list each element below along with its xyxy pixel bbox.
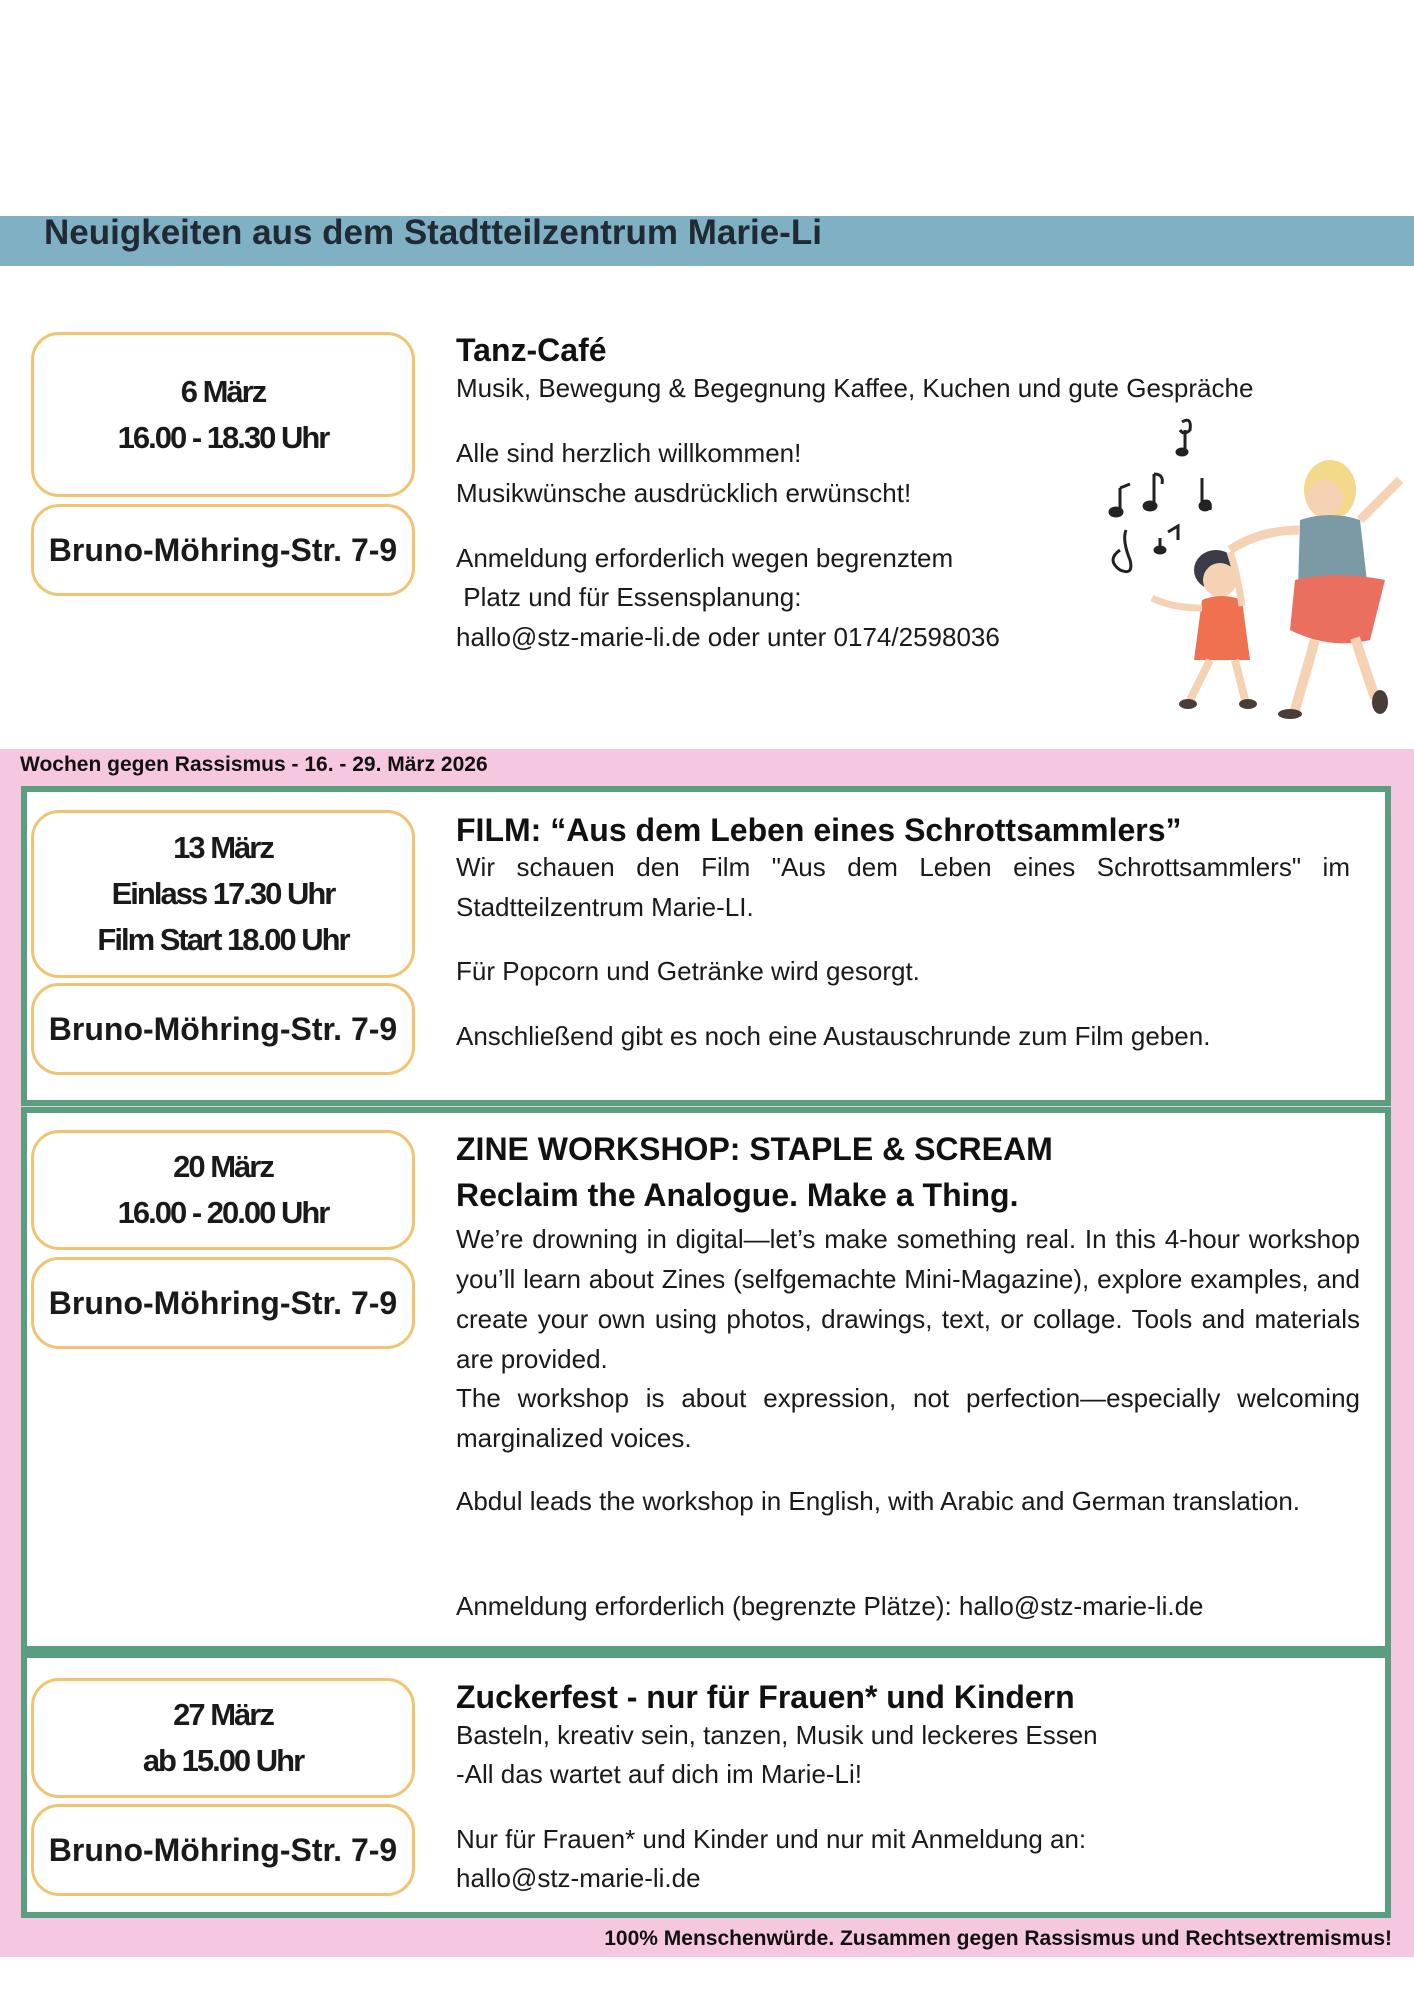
event-time: Film Start 18.00 Uhr bbox=[97, 922, 349, 957]
event-description: The workshop is about expression, not perfection—especially welcoming marginalized voices. bbox=[456, 1383, 1360, 1453]
event-address: Bruno-Möhring-Str. 7-9 bbox=[48, 1831, 398, 1868]
child-figure bbox=[1152, 550, 1257, 709]
event-address: Bruno-Möhring-Str. 7-9 bbox=[48, 1010, 398, 1047]
event-description: Musikwünsche ausdrücklich erwünscht! bbox=[456, 478, 912, 508]
event-date-box bbox=[31, 810, 415, 978]
event-description: Nur für Frauen* und Kinder und nur mit Anmeldung an: bbox=[456, 1824, 1087, 1854]
page-title: Neuigkeiten aus dem Stadtteilzentrum Marie-Li bbox=[44, 213, 822, 252]
music-notes-icon bbox=[1110, 420, 1210, 571]
event-description: Platz und für Essensplanung: bbox=[456, 582, 802, 612]
event-contact: hallo@stz-marie-li.de oder unter 0174/2598036 bbox=[456, 622, 1000, 652]
event-title: Tanz-Café bbox=[456, 332, 607, 368]
event-subtitle: Reclaim the Analogue. Make a Thing. bbox=[456, 1177, 1019, 1213]
event-date-box bbox=[31, 1130, 415, 1250]
event-description: Anmeldung erforderlich wegen begrenztem bbox=[456, 543, 954, 573]
event-description: Musik, Bewegung & Begegnung Kaffee, Kuchen und gute Gespräche bbox=[456, 373, 1254, 403]
event-date: 13 März bbox=[173, 830, 273, 865]
event-time: 16.00 - 20.00 Uhr bbox=[117, 1195, 329, 1230]
woman-figure bbox=[1230, 460, 1400, 719]
event-description: -All das wartet auf dich im Marie-Li! bbox=[456, 1759, 863, 1789]
campaign-footer: 100% Menschenwürde. Zusammen gegen Rassismus und Rechtsextremismus! bbox=[604, 1927, 1392, 1950]
event-address-box bbox=[31, 1257, 415, 1349]
event-time: Einlass 17.30 Uhr bbox=[111, 876, 335, 911]
event-date: 6 März bbox=[180, 373, 266, 409]
event-address: Bruno-Möhring-Str. 7-9 bbox=[48, 1284, 398, 1321]
event-title: Zuckerfest - nur für Frauen* und Kindern bbox=[456, 1679, 1075, 1715]
event-title: ZINE WORKSHOP: STAPLE & SCREAM bbox=[456, 1131, 1053, 1167]
event-description: We’re drowning in digital—let’s make something real. In this 4-hour workshop you’ll learn about Zines (selfgemachte Mini-Magazine), explore examples, and create your own using photos, drawings, text, or collage. Tools and materials are provided. bbox=[456, 1224, 1360, 1374]
event-contact: hallo@stz-marie-li.de bbox=[456, 1863, 701, 1893]
campaign-label: Wochen gegen Rassismus - 16. - 29. März 2026 bbox=[20, 753, 488, 776]
event-time: 16.00 - 18.30 Uhr bbox=[117, 419, 329, 455]
event-date-box bbox=[31, 1678, 415, 1798]
event-address-box bbox=[31, 1804, 415, 1896]
event-description: Wir schauen den Film "Aus dem Leben eines Schrottsammlers" im Stadtteilzentrum Marie-LI. bbox=[456, 852, 1350, 922]
event-date: 20 März bbox=[173, 1149, 273, 1184]
event-title: FILM: “Aus dem Leben eines Schrottsammlers” bbox=[456, 812, 1182, 848]
event-date-box bbox=[31, 332, 415, 497]
event-description: Abdul leads the workshop in English, with Arabic and German translation. bbox=[456, 1486, 1301, 1516]
event-description: Basteln, kreativ sein, tanzen, Musik und leckeres Essen bbox=[456, 1720, 1098, 1750]
event-address-box bbox=[31, 983, 415, 1075]
event-description: Für Popcorn und Getränke wird gesorgt. bbox=[456, 956, 920, 986]
event-description: Anschließend gibt es noch eine Austauschrunde zum Film geben. bbox=[456, 1021, 1211, 1051]
dancing-woman-and-child-illustration bbox=[1090, 410, 1414, 730]
event-address-box bbox=[31, 504, 415, 596]
event-time: ab 15.00 Uhr bbox=[142, 1743, 304, 1778]
event-date: 27 März bbox=[173, 1697, 273, 1732]
event-description: Alle sind herzlich willkommen! bbox=[456, 438, 802, 468]
event-contact: Anmeldung erforderlich (begrenzte Plätze): hallo@stz-marie-li.de bbox=[456, 1591, 1204, 1621]
event-address: Bruno-Möhring-Str. 7-9 bbox=[48, 531, 398, 568]
